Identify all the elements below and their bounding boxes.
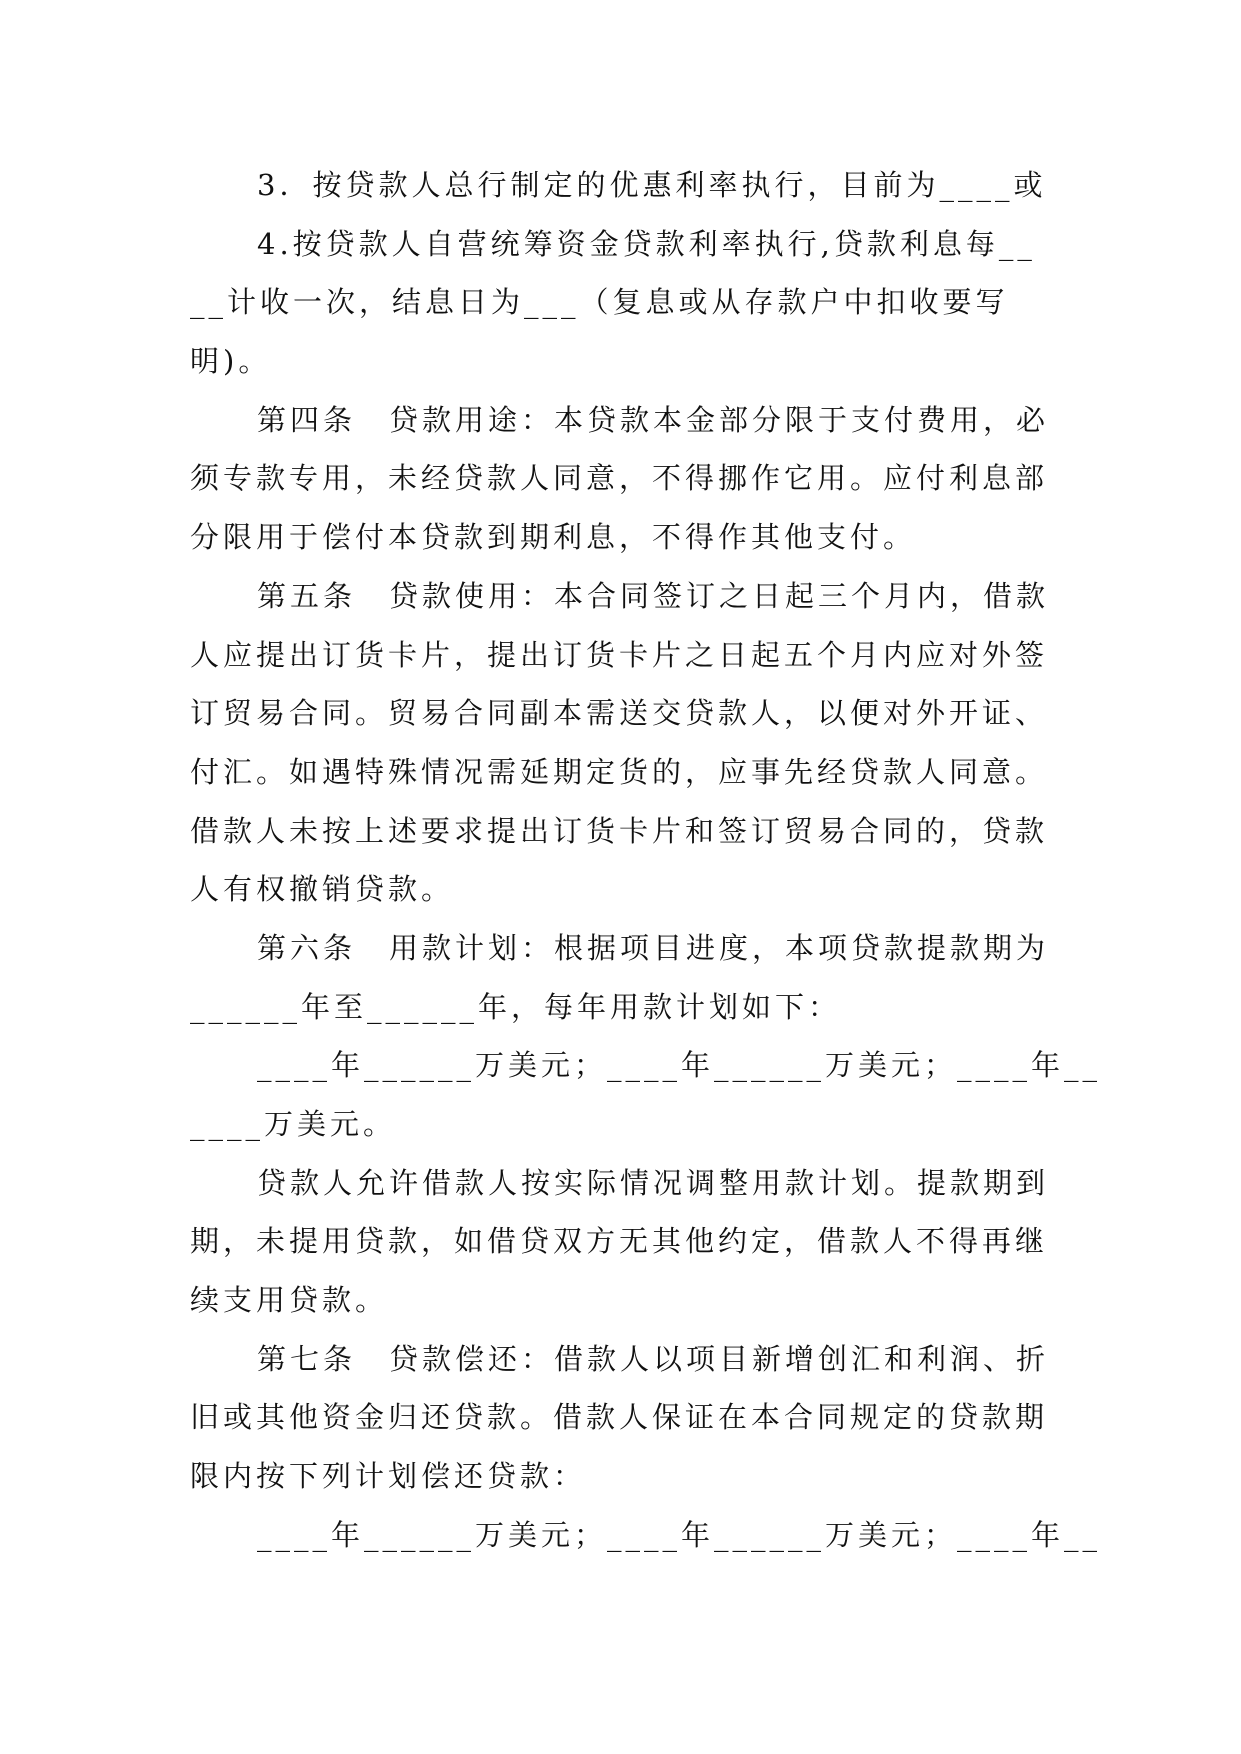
text-line: 第四条 贷款用途：本贷款本金部分限于支付费用，必 (257, 402, 1050, 437)
text-line: 3．按贷款人总行制定的优惠利率执行，目前为____或 (257, 168, 1047, 202)
text-line: 须专款专用，未经贷款人同意，不得挪作它用。应付利息部 (190, 461, 1049, 496)
text-line: 续支用贷款。 (190, 1283, 389, 1318)
text-line: 限内按下列计划偿还贷款： (190, 1459, 587, 1494)
text-line: 分限用于偿付本贷款到期利息，不得作其他支付。 (190, 520, 917, 555)
text-line: ____年______万美元；____年______万美元；____年__ (257, 1048, 1102, 1083)
text-line: 期，未提用贷款，如借贷双方无其他约定，借款人不得再继 (190, 1224, 1049, 1259)
text-line: 付汇。如遇特殊情况需延期定货的，应事先经贷款人同意。 (190, 754, 1049, 789)
text-line: 借款人未按上述要求提出订货卡片和签订贸易合同的，贷款 (190, 813, 1049, 848)
text-line: __计收一次，结息日为___（复息或从存款户中扣收要写 (190, 285, 1009, 320)
text-line: ____万美元。 (190, 1107, 397, 1141)
text-line: ____年______万美元；____年______万美元；____年__ (257, 1517, 1102, 1552)
text-line: 订贸易合同。贸易合同副本需送交贷款人，以便对外开证、 (190, 696, 1049, 731)
text-line: 人有权撤销贷款。 (190, 872, 455, 907)
text-line: 第六条 用款计划：根据项目进度，本项贷款提款期为 (257, 930, 1050, 965)
text-line: 第七条 贷款偿还：借款人以项目新增创汇和利润、折 (257, 1341, 1050, 1376)
document-page (190, 156, 1102, 1565)
text-line: 明)。 (190, 344, 272, 379)
text-line: ______年至______年，每年用款计划如下： (190, 989, 842, 1024)
text-line: 旧或其他资金归还贷款。借款人保证在本合同规定的贷款期 (190, 1400, 1049, 1435)
text-line: 贷款人允许借款人按实际情况调整用款计划。提款期到 (257, 1165, 1050, 1200)
text-line: 第五条 贷款使用：本合同签订之日起三个月内，借款 (257, 578, 1050, 613)
text-line: 4.按贷款人自营统筹资金贷款利率执行,贷款利息每__ (257, 226, 1036, 261)
text-line: 人应提出订货卡片，提出订货卡片之日起五个月内应对外签 (190, 637, 1049, 672)
